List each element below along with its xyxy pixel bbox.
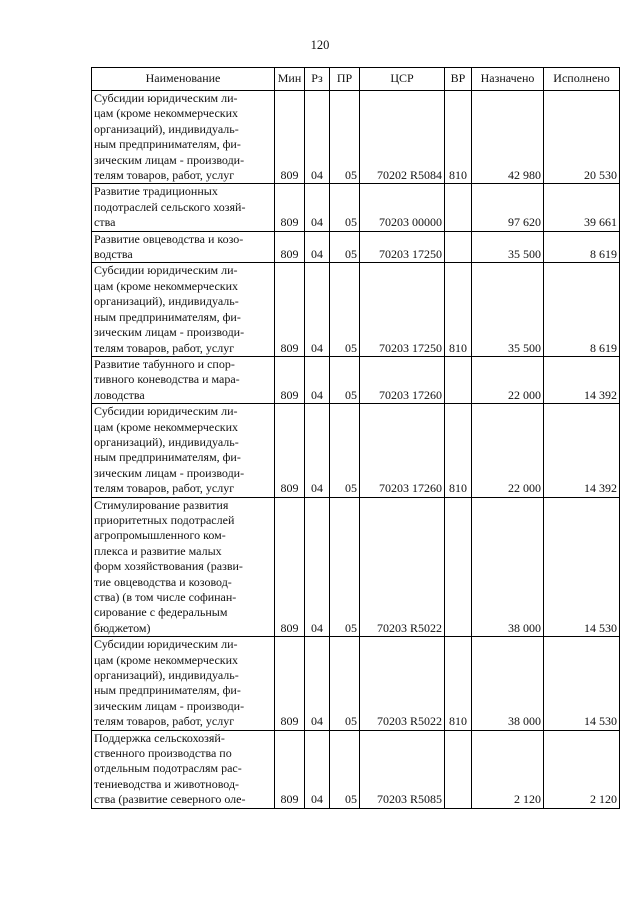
table-row [92,184,620,231]
cell-rz: 04 [305,263,330,356]
cell-min: 809 [275,404,305,497]
cell-vr: 810 [445,637,472,730]
cell-assigned: 22 000 [472,404,544,497]
cell-executed: 14 530 [544,497,620,637]
cell-executed: 14 392 [544,404,620,497]
cell-min: 809 [275,356,305,403]
header-vr: ВР [445,68,472,91]
cell-rz: 04 [305,91,330,184]
cell-name: Поддержка сельскохозяй- ственного производства по отдельным подотраслям рас- тениеводства и животновод- ства (развитие северного оле- [92,730,275,808]
cell-rz: 04 [305,730,330,808]
table-header-row [92,68,620,91]
cell-name: Развитие овцеводства и козо- водства [92,231,275,263]
cell-min: 809 [275,231,305,263]
cell-pr: 05 [330,184,360,231]
cell-pr: 05 [330,356,360,403]
cell-pr: 05 [330,637,360,730]
table-row [92,637,620,730]
cell-csr: 70203 17250 [360,231,445,263]
cell-rz: 04 [305,231,330,263]
header-name: Наименование [92,68,275,91]
cell-min: 809 [275,497,305,637]
cell-executed: 14 392 [544,356,620,403]
cell-pr: 05 [330,91,360,184]
cell-vr [445,730,472,808]
cell-min: 809 [275,637,305,730]
page-number: 120 [310,38,330,52]
cell-name: Субсидии юридическим ли- цам (кроме некоммерческих организаций), индивидуаль- ным предпринимателям, фи- зическим лицам - производи- телям товаров, работ, услуг [92,263,275,356]
cell-assigned: 2 120 [472,730,544,808]
table-row [92,356,620,403]
cell-rz: 04 [305,404,330,497]
cell-vr: 810 [445,404,472,497]
header-rz: Рз [305,68,330,91]
cell-executed: 8 619 [544,231,620,263]
cell-assigned: 97 620 [472,184,544,231]
cell-csr: 70202 R5084 [360,91,445,184]
cell-name: Стимулирование развития приоритетных подотраслей агропромышленного ком- плекса и развитие малых форм хозяйствования (разви- тие овцеводства и козовод- ства) (в том числе софинан- сирование с федеральным бюджетом) [92,497,275,637]
cell-min: 809 [275,730,305,808]
header-min: Мин [275,68,305,91]
table-row [92,497,620,637]
table-row [92,730,620,808]
header-pr: ПР [330,68,360,91]
cell-vr [445,231,472,263]
cell-executed: 39 661 [544,184,620,231]
cell-csr: 70203 17260 [360,356,445,403]
cell-assigned: 38 000 [472,637,544,730]
cell-vr [445,184,472,231]
cell-min: 809 [275,184,305,231]
budget-table [91,67,620,809]
cell-min: 809 [275,91,305,184]
cell-assigned: 38 000 [472,497,544,637]
cell-vr [445,497,472,637]
cell-rz: 04 [305,184,330,231]
cell-vr: 810 [445,263,472,356]
cell-csr: 70203 17260 [360,404,445,497]
cell-pr: 05 [330,404,360,497]
cell-min: 809 [275,263,305,356]
cell-csr: 70203 R5085 [360,730,445,808]
cell-name: Субсидии юридическим ли- цам (кроме некоммерческих организаций), индивидуаль- ным предпринимателям, фи- зическим лицам - производи- телям товаров, работ, услуг [92,91,275,184]
header-assigned: Назначено [472,68,544,91]
cell-executed: 8 619 [544,263,620,356]
cell-vr [445,356,472,403]
table-row [92,404,620,497]
cell-pr: 05 [330,231,360,263]
cell-csr: 70203 17250 [360,263,445,356]
cell-assigned: 42 980 [472,91,544,184]
cell-vr: 810 [445,91,472,184]
cell-executed: 14 530 [544,637,620,730]
cell-csr: 70203 R5022 [360,637,445,730]
cell-assigned: 35 500 [472,263,544,356]
cell-assigned: 22 000 [472,356,544,403]
cell-name: Развитие табунного и спор- тивного коневодства и мара- ловодства [92,356,275,403]
header-csr: ЦСР [360,68,445,91]
table-row [92,91,620,184]
cell-rz: 04 [305,637,330,730]
cell-pr: 05 [330,497,360,637]
cell-csr: 70203 00000 [360,184,445,231]
header-executed: Исполнено [544,68,620,91]
cell-executed: 20 530 [544,91,620,184]
cell-name: Развитие традиционных подотраслей сельского хозяй- ства [92,184,275,231]
cell-rz: 04 [305,497,330,637]
cell-pr: 05 [330,730,360,808]
cell-executed: 2 120 [544,730,620,808]
cell-csr: 70203 R5022 [360,497,445,637]
cell-assigned: 35 500 [472,231,544,263]
table-row [92,263,620,356]
cell-pr: 05 [330,263,360,356]
table-row [92,231,620,263]
cell-name: Субсидии юридическим ли- цам (кроме некоммерческих организаций), индивидуаль- ным предпринимателям, фи- зическим лицам - производи- телям товаров, работ, услуг [92,404,275,497]
cell-name: Субсидии юридическим ли- цам (кроме некоммерческих организаций), индивидуаль- ным предпринимателям, фи- зическим лицам - производи- телям товаров, работ, услуг [92,637,275,730]
cell-rz: 04 [305,356,330,403]
